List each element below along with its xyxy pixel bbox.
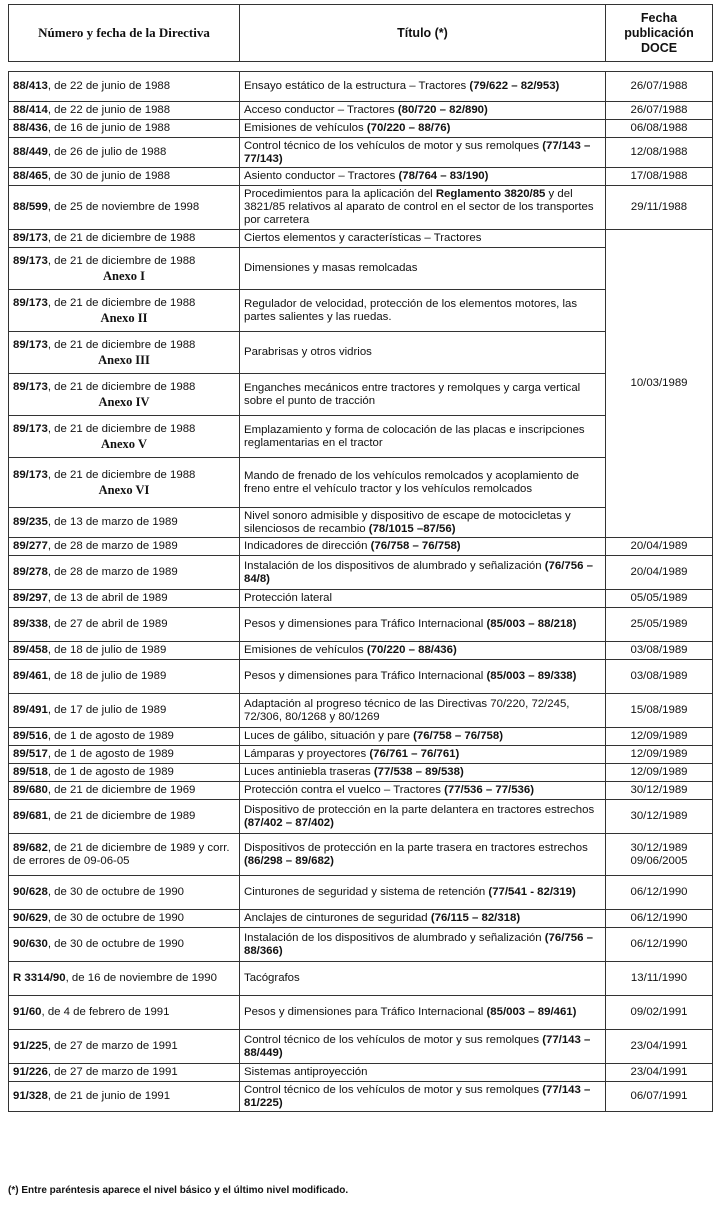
directive-date: , de 21 de diciembre de 1969	[47, 784, 196, 796]
title-text: Parabrisas y otros vidrios	[244, 346, 372, 358]
title-reference: (76/758 – 76/758)	[370, 540, 461, 552]
table-row	[9, 746, 713, 764]
directive-cell	[9, 608, 240, 642]
publication-date-text: 05/05/1989	[630, 592, 688, 604]
title-reference: (76/761 – 76/761)	[369, 748, 460, 760]
table-row	[9, 996, 713, 1030]
publication-date-text: 20/04/1989	[630, 566, 688, 578]
directive-date: , de 18 de julio de 1989	[47, 670, 167, 682]
publication-date-text: 09/02/1991	[630, 1006, 688, 1018]
title-reference: (78/1015 –87/56)	[368, 522, 456, 535]
directive-date: , de 21 de diciembre de 1988	[47, 338, 196, 351]
publication-date	[606, 834, 713, 876]
title-cell	[240, 834, 606, 876]
title-reference: (77/143 –88/449)	[244, 1033, 591, 1059]
publication-date	[606, 928, 713, 962]
publication-date	[606, 556, 713, 590]
directive-cell	[9, 120, 240, 138]
publication-date	[606, 746, 713, 764]
table-row	[9, 1030, 713, 1064]
header-publication: Fecha publicación DOCE	[606, 5, 713, 62]
title-text: Lámparas y proyectores	[244, 748, 370, 760]
directive-date: , de 30 de octubre de 1990	[47, 886, 185, 898]
publication-date-text: 03/08/1989	[630, 670, 688, 682]
title-cell	[240, 248, 606, 290]
directive-cell	[9, 996, 240, 1030]
title-text: Emplazamiento y forma de colocación de las placas e inscripciones reglamentarias en el tractor	[244, 423, 585, 449]
title-reference: (76/756 – 88/366)	[244, 931, 593, 957]
directive-cell	[9, 834, 240, 876]
title-reference: (77/538 – 89/538)	[373, 766, 464, 778]
title-reference: (77/536 – 77/536)	[444, 784, 535, 796]
title-text: Mando de frenado de los vehículos remolcados y acoplamiento de freno entre el vehículo tractor y los vehículos remolcados	[244, 469, 579, 495]
annex-label: Anexo II	[100, 310, 148, 325]
table-row	[9, 834, 713, 876]
publication-date	[606, 138, 713, 168]
directive-number: 89/461	[13, 670, 48, 682]
directive-number: 89/173	[13, 468, 48, 481]
publication-date	[606, 642, 713, 660]
directives-body	[9, 72, 713, 1112]
title-reference: (85/003 – 88/218)	[486, 618, 577, 630]
annex-label: Anexo III	[98, 352, 150, 367]
directive-date: , de 30 de octubre de 1990	[47, 912, 185, 924]
directive-date: , de 28 de marzo de 1989	[47, 566, 178, 578]
title-cell	[240, 416, 606, 458]
publication-date-text: 12/09/1989	[630, 766, 688, 778]
title-text: Pesos y dimensiones para Tráfico Internacional	[244, 1006, 487, 1018]
directive-number: 90/629	[13, 912, 48, 924]
directive-date: , de 21 de diciembre de 1988	[47, 254, 196, 267]
directive-number: 88/413	[13, 80, 48, 92]
title-text: Anclajes de cinturones de seguridad	[244, 912, 431, 924]
publication-date	[606, 186, 713, 230]
directive-date: , de 16 de junio de 1988	[47, 122, 171, 134]
title-cell	[240, 800, 606, 834]
title-reference: (76/758 – 76/758)	[413, 730, 504, 742]
directive-number: 89/297	[13, 592, 48, 604]
directive-cell	[9, 746, 240, 764]
title-reference: (87/402 – 87/402)	[244, 816, 334, 829]
publication-date	[606, 168, 713, 186]
title-text: Enganches mecánicos entre tractores y remolques y carga vertical sobre el punto de tracción	[244, 381, 581, 407]
directive-cell	[9, 374, 240, 416]
directive-date: , de 21 de diciembre de 1988	[47, 296, 196, 309]
table-row	[9, 1064, 713, 1082]
directive-number: 89/458	[13, 644, 48, 656]
directive-number: 88/465	[13, 170, 48, 182]
title-text: Sistemas antiproyección	[244, 1066, 368, 1078]
directive-number: 89/173	[13, 254, 48, 267]
publication-date	[606, 728, 713, 746]
title-reference: (77/143 –81/225)	[244, 1083, 591, 1109]
publication-date-text: 15/08/1989	[630, 704, 688, 716]
publication-date	[606, 962, 713, 996]
directive-date: , de 27 de marzo de 1991	[47, 1066, 178, 1078]
table-row	[9, 800, 713, 834]
table-row	[9, 168, 713, 186]
publication-date-text: 06/08/1988	[630, 122, 688, 134]
publication-date	[606, 120, 713, 138]
title-cell	[240, 102, 606, 120]
publication-date-text: 13/11/1990	[630, 972, 688, 984]
directive-cell	[9, 1064, 240, 1082]
publication-date	[606, 230, 713, 538]
title-text: Control técnico de los vehículos de motor y sus remolques	[244, 1083, 543, 1096]
title-text: Acceso conductor – Tractores	[244, 104, 398, 116]
publication-date	[606, 764, 713, 782]
directive-date: , de 13 de abril de 1989	[47, 592, 168, 604]
publication-date	[606, 590, 713, 608]
directive-date: , de 13 de marzo de 1989	[47, 516, 178, 528]
title-cell	[240, 1082, 606, 1112]
title-cell	[240, 120, 606, 138]
publication-date-text: 26/07/1988	[630, 80, 688, 92]
title-text: Indicadores de dirección	[244, 540, 371, 552]
title-cell	[240, 590, 606, 608]
footnote: (*) Entre paréntesis aparece el nivel básico y el último nivel modificado.	[8, 1185, 349, 1196]
title-text: Nivel sonoro admisible y dispositivo de escape de motocicletas y silenciosos de recambio	[244, 509, 571, 535]
directive-cell	[9, 660, 240, 694]
directive-number: 89/516	[13, 730, 48, 742]
table-row	[9, 764, 713, 782]
directive-number: 91/225	[13, 1040, 48, 1052]
publication-date-text: 03/08/1989	[630, 644, 688, 656]
directive-number: 90/630	[13, 938, 48, 950]
title-text: Regulador de velocidad, protección de los elementos motores, las partes salientes y las ruedas.	[244, 297, 578, 323]
directive-cell	[9, 186, 240, 230]
directive-cell	[9, 290, 240, 332]
header-directive: Número y fecha de la Directiva	[9, 5, 240, 62]
directive-date: , de 25 de noviembre de 1998	[47, 201, 200, 213]
title-cell	[240, 1064, 606, 1082]
title-text: Pesos y dimensiones para Tráfico Internacional	[244, 618, 487, 630]
directive-number: 89/173	[13, 232, 48, 244]
directive-date: , de 30 de octubre de 1990	[47, 938, 185, 950]
publication-date	[606, 72, 713, 102]
annex-label: Anexo VI	[98, 482, 150, 497]
title-text: Ciertos elementos y características – Tractores	[244, 232, 482, 244]
publication-date-text: 23/04/1991	[630, 1040, 688, 1052]
table-row	[9, 120, 713, 138]
publication-date-text: 06/07/1991	[630, 1090, 688, 1102]
table-row	[9, 660, 713, 694]
title-cell	[240, 290, 606, 332]
publication-date-text: 06/12/1990	[630, 938, 688, 950]
directive-cell	[9, 556, 240, 590]
publication-date-text: 25/05/1989	[630, 618, 688, 630]
title-cell	[240, 962, 606, 996]
title-cell	[240, 694, 606, 728]
title-text: Luces antiniebla traseras	[244, 766, 374, 778]
directive-number: 89/173	[13, 380, 48, 393]
directive-cell	[9, 416, 240, 458]
title-cell	[240, 996, 606, 1030]
publication-date	[606, 538, 713, 556]
title-reference: (76/115 – 82/318)	[430, 912, 521, 924]
table-row	[9, 186, 713, 230]
directive-cell	[9, 962, 240, 996]
table-row	[9, 138, 713, 168]
directives-table	[8, 71, 713, 1112]
directive-number: 91/60	[13, 1006, 42, 1018]
directive-date: , de 17 de julio de 1989	[47, 704, 167, 716]
table-row	[9, 590, 713, 608]
table-row	[9, 928, 713, 962]
table-row	[9, 608, 713, 642]
directive-cell	[9, 138, 240, 168]
directive-number: 90/628	[13, 886, 48, 898]
directive-cell	[9, 728, 240, 746]
title-reference: Reglamento 3820/85	[435, 188, 546, 200]
title-cell	[240, 538, 606, 556]
annex-label: Anexo IV	[98, 394, 150, 409]
title-text: Protección contra el vuelco – Tractores	[244, 784, 445, 796]
title-text: Dimensiones y masas remolcadas	[244, 262, 418, 274]
title-text: Procedimientos para la aplicación del	[244, 188, 436, 200]
publication-date-text: 23/04/1991	[630, 1066, 688, 1078]
directive-date: , de 21 de diciembre de 1988	[47, 468, 196, 481]
directive-cell	[9, 800, 240, 834]
directive-date: , de 22 de junio de 1988	[47, 80, 171, 92]
directive-date: , de 18 de julio de 1989	[47, 644, 167, 656]
directive-date: , de 4 de febrero de 1991	[41, 1006, 170, 1018]
directive-number: 89/681	[13, 810, 48, 822]
directive-cell	[9, 458, 240, 508]
directive-cell	[9, 764, 240, 782]
title-cell	[240, 556, 606, 590]
title-text: Pesos y dimensiones para Tráfico Internacional	[244, 670, 487, 682]
directive-cell	[9, 876, 240, 910]
title-cell	[240, 332, 606, 374]
directive-date: , de 1 de agosto de 1989	[47, 748, 174, 760]
title-text: Instalación de los dispositivos de alumbrado y señalización	[244, 559, 545, 572]
table-row	[9, 694, 713, 728]
directive-cell	[9, 538, 240, 556]
directive-cell	[9, 248, 240, 290]
directive-cell	[9, 694, 240, 728]
directive-number: 88/449	[13, 146, 48, 158]
directive-date: , de 21 de junio de 1991	[47, 1090, 171, 1102]
publication-date	[606, 694, 713, 728]
directive-date: , de 21 de diciembre de 1988	[47, 422, 196, 435]
title-cell	[240, 876, 606, 910]
directive-cell	[9, 782, 240, 800]
publication-date	[606, 910, 713, 928]
publication-date-text: 30/12/1989	[630, 841, 688, 854]
title-text: Ensayo estático de la estructura – Tractores	[244, 80, 470, 92]
directive-number: 89/173	[13, 422, 48, 435]
title-reference: (86/298 – 89/682)	[244, 854, 334, 867]
table-row	[9, 102, 713, 120]
directive-number: 89/680	[13, 784, 48, 796]
title-reference: (85/003 – 89/338)	[486, 670, 577, 682]
title-cell	[240, 764, 606, 782]
title-cell	[240, 642, 606, 660]
publication-date-text: 26/07/1988	[630, 104, 688, 116]
directive-cell	[9, 928, 240, 962]
title-reference: (77/541 - 82/319)	[488, 886, 576, 898]
table-row	[9, 782, 713, 800]
publication-date-text: 12/09/1989	[630, 730, 688, 742]
title-cell	[240, 458, 606, 508]
directive-date: , de 1 de agosto de 1989	[47, 730, 174, 742]
directive-number: 88/599	[13, 201, 48, 213]
title-cell	[240, 374, 606, 416]
table-row	[9, 728, 713, 746]
title-reference: (70/220 – 88/436)	[366, 644, 457, 656]
directive-cell	[9, 590, 240, 608]
table-row	[9, 230, 713, 248]
title-cell	[240, 168, 606, 186]
directive-date: , de 22 de junio de 1988	[47, 104, 171, 116]
directive-number: R 3314/90	[13, 972, 66, 984]
title-text: Protección lateral	[244, 592, 333, 604]
title-text-end: y del 3821/85 relativos al aparato de control en el sector de los transportes por carretera	[244, 188, 594, 226]
title-text: Tacógrafos	[244, 972, 300, 984]
directive-cell	[9, 168, 240, 186]
directive-date: , de 26 de julio de 1988	[47, 146, 167, 158]
publication-date-text: 10/03/1989	[630, 377, 688, 389]
title-cell	[240, 186, 606, 230]
directive-date: , de 21 de diciembre de 1989	[47, 810, 196, 822]
publication-date-text: 30/12/1989	[630, 784, 688, 796]
publication-date-text: 30/12/1989	[630, 810, 688, 822]
table-row	[9, 72, 713, 102]
title-reference: (76/756 – 84/8)	[244, 559, 593, 585]
title-text: Dispositivos de protección en la parte trasera en tractores estrechos	[244, 841, 588, 854]
publication-date-text: 06/12/1990	[630, 886, 688, 898]
title-reference: (78/764 – 83/190)	[398, 170, 489, 182]
publication-date	[606, 782, 713, 800]
publication-date-correction: 09/06/2005	[630, 854, 688, 867]
title-text: Instalación de los dispositivos de alumbrado y señalización	[244, 931, 545, 944]
directive-date: , de 21 de diciembre de 1988	[47, 380, 196, 393]
publication-date-text: 12/09/1989	[630, 748, 688, 760]
directive-date: , de 1 de agosto de 1989	[47, 766, 174, 778]
annex-label: Anexo V	[101, 436, 147, 451]
publication-date-text: 06/12/1990	[630, 912, 688, 924]
publication-date-text: 17/08/1988	[630, 170, 688, 182]
directive-number: 89/518	[13, 766, 48, 778]
title-cell	[240, 230, 606, 248]
title-cell	[240, 138, 606, 168]
title-cell	[240, 508, 606, 538]
title-cell	[240, 928, 606, 962]
directive-cell	[9, 102, 240, 120]
table-row	[9, 876, 713, 910]
publication-date-text: 29/11/1988	[630, 201, 688, 213]
title-cell	[240, 782, 606, 800]
publication-date	[606, 800, 713, 834]
directive-number: 89/173	[13, 296, 48, 309]
directive-date: , de 16 de noviembre de 1990	[65, 972, 217, 984]
directive-number: 89/278	[13, 566, 48, 578]
table-row	[9, 1082, 713, 1112]
title-reference: (77/143 – 77/143)	[244, 139, 591, 165]
table-header	[8, 4, 713, 62]
title-reference: (79/622 – 82/953)	[469, 80, 560, 92]
directive-cell	[9, 642, 240, 660]
title-cell	[240, 72, 606, 102]
publication-date	[606, 608, 713, 642]
publication-date	[606, 102, 713, 120]
title-text: Dispositivo de protección en la parte delantera en tractores estrechos	[244, 803, 595, 816]
title-cell	[240, 1030, 606, 1064]
title-text: Adaptación al progreso técnico de las Directivas 70/220, 72/245, 72/306, 80/1268 y 80/1269	[244, 697, 570, 723]
directive-number: 89/682	[13, 841, 48, 854]
publication-date	[606, 996, 713, 1030]
title-text: Control técnico de los vehículos de motor y sus remolques	[244, 139, 543, 152]
table-row	[9, 538, 713, 556]
directive-number: 91/328	[13, 1090, 48, 1102]
title-cell	[240, 746, 606, 764]
directive-date: , de 28 de marzo de 1989	[47, 540, 178, 552]
directive-date: , de 27 de marzo de 1991	[47, 1040, 178, 1052]
publication-date	[606, 1030, 713, 1064]
directive-cell	[9, 332, 240, 374]
directive-date: , de 27 de abril de 1989	[47, 618, 168, 630]
directive-number: 91/226	[13, 1066, 48, 1078]
title-text: Emisiones de vehículos	[244, 644, 367, 656]
table-row	[9, 556, 713, 590]
directive-number: 88/414	[13, 104, 48, 116]
directive-number: 89/517	[13, 748, 48, 760]
directive-cell	[9, 72, 240, 102]
title-cell	[240, 910, 606, 928]
directive-number: 89/338	[13, 618, 48, 630]
directive-cell	[9, 230, 240, 248]
title-text: Asiento conductor – Tractores	[244, 170, 399, 182]
title-cell	[240, 608, 606, 642]
directive-number: 88/436	[13, 122, 48, 134]
title-text: Luces de gálibo, situación y pare	[244, 730, 414, 742]
annex-label: Anexo I	[102, 268, 146, 283]
publication-date	[606, 1082, 713, 1112]
directive-cell	[9, 1082, 240, 1112]
table-row	[9, 910, 713, 928]
directive-date: , de 21 de diciembre de 1989 y corr. de errores de 09-06-05	[13, 841, 230, 867]
publication-date	[606, 1064, 713, 1082]
directive-date: , de 30 de junio de 1988	[47, 170, 171, 182]
directive-number: 89/173	[13, 338, 48, 351]
title-reference: (80/720 – 82/890)	[397, 104, 488, 116]
directive-number: 89/235	[13, 516, 48, 528]
table-row	[9, 642, 713, 660]
directive-number: 89/491	[13, 704, 48, 716]
directive-cell	[9, 1030, 240, 1064]
directive-number: 89/277	[13, 540, 48, 552]
directive-date: , de 21 de diciembre de 1988	[47, 232, 196, 244]
publication-date	[606, 660, 713, 694]
directive-cell	[9, 508, 240, 538]
title-cell	[240, 660, 606, 694]
publication-date-text: 12/08/1988	[630, 146, 688, 158]
title-cell	[240, 728, 606, 746]
header-title: Título (*)	[240, 5, 606, 62]
table-row	[9, 962, 713, 996]
publication-date	[606, 876, 713, 910]
title-text: Emisiones de vehículos	[244, 122, 367, 134]
publication-date-text: 20/04/1989	[630, 540, 688, 552]
directive-cell	[9, 910, 240, 928]
title-text: Control técnico de los vehículos de motor y sus remolques	[244, 1033, 543, 1046]
title-reference: (70/220 – 88/76)	[366, 122, 451, 134]
title-text: Cinturones de seguridad y sistema de retención	[244, 886, 489, 898]
title-reference: (85/003 – 89/461)	[486, 1006, 577, 1018]
